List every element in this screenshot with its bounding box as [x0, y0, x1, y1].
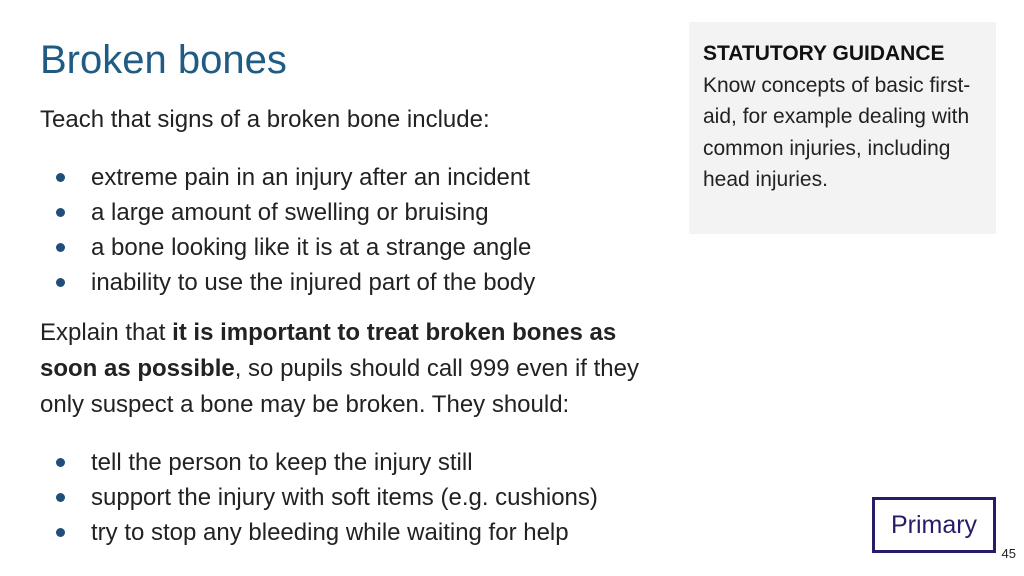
statutory-guidance-box [689, 22, 996, 234]
explanation-paragraph [40, 315, 680, 423]
guidance-body: Know concepts of basic first-aid, for example dealing with common injuries, including head injuries. [703, 73, 971, 191]
list-item [40, 480, 598, 515]
bullet-icon [56, 243, 65, 252]
list-item-text: a bone looking like it is at a strange angle [91, 234, 532, 261]
list-item-text: support the injury with soft items (e.g. cushions) [91, 484, 598, 511]
bullet-icon [56, 458, 65, 467]
explain-prefix: Explain that [40, 319, 173, 346]
bullet-icon [56, 528, 65, 537]
list-item [40, 515, 598, 550]
page-number: 45 [1001, 546, 1016, 561]
badge-label: Primary [890, 510, 978, 539]
list-item-text: try to stop any bleeding while waiting for help [91, 519, 569, 546]
explain-suffix: , so pupils should call 999 even if they only suspect a bone may be broken. They should: [40, 355, 639, 418]
list-item [40, 445, 598, 480]
intro-text: Teach that signs of a broken bone include: [40, 106, 490, 133]
list-item [40, 195, 535, 230]
bullet-icon [56, 173, 65, 182]
list-item [40, 265, 535, 300]
actions-list [40, 445, 598, 550]
bullet-icon [56, 278, 65, 287]
key-stage-badge [872, 497, 996, 553]
slide-title: Broken bones [40, 38, 287, 82]
bullet-icon [56, 493, 65, 502]
bullet-icon [56, 208, 65, 217]
list-item [40, 230, 535, 265]
list-item [40, 160, 535, 195]
explain-emphasis: it is important to treat broken bones as soon as possible [40, 319, 617, 382]
signs-list [40, 160, 535, 300]
list-item-text: extreme pain in an injury after an incident [91, 164, 530, 191]
list-item-text: inability to use the injured part of the body [91, 269, 536, 296]
list-item-text: tell the person to keep the injury still [91, 449, 473, 476]
guidance-heading: STATUTORY GUIDANCE [703, 42, 945, 65]
list-item-text: a large amount of swelling or bruising [91, 199, 489, 226]
